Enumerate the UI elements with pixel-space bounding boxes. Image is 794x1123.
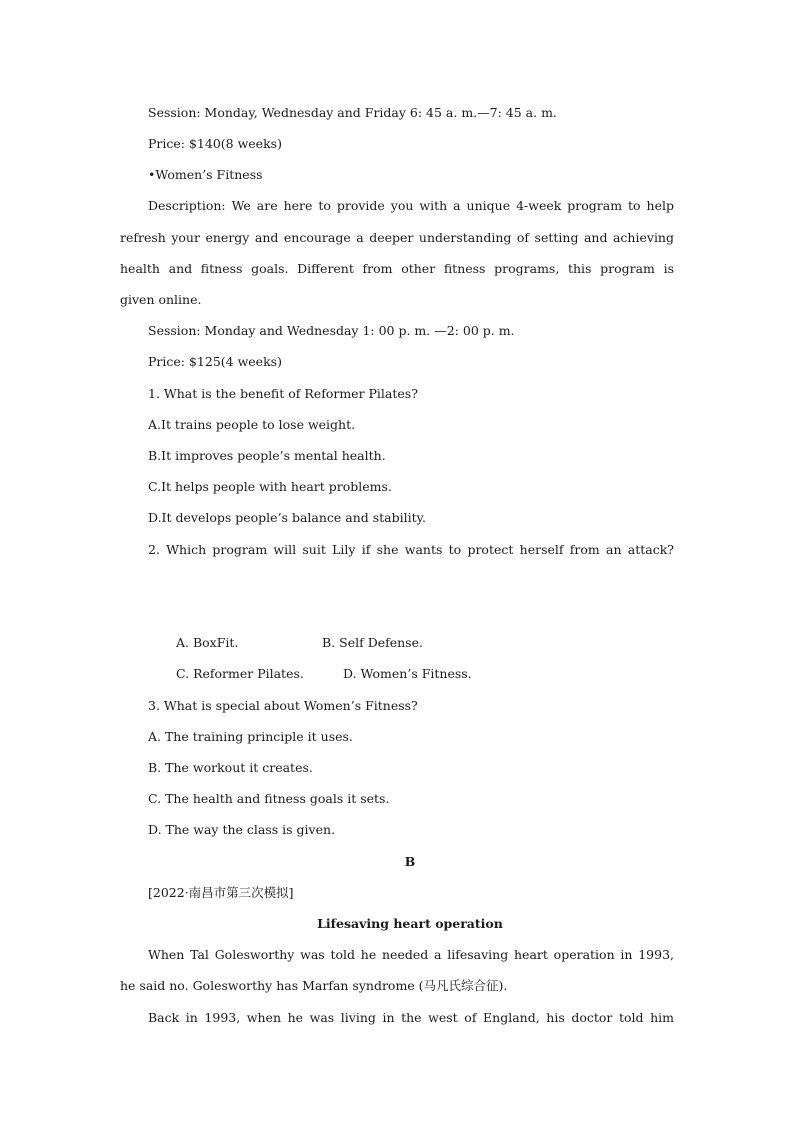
section-label: B (404, 854, 416, 869)
question-stem: 2. Which program will suit Lily if she wants to protect herself from an attack? (148, 542, 674, 557)
answer-option: D. Women’s Fitness. (343, 666, 472, 681)
source-note: [2022·南昌市第三次模拟] (148, 885, 294, 900)
session-line: Session: Monday, Wednesday and Friday 6: 45 a. m.—7: 45 a. m. (148, 105, 557, 120)
answer-option: C. Reformer Pilates. (176, 666, 304, 681)
answer-option: C. The health and fitness goals it sets. (148, 791, 390, 806)
answer-option: D.It develops people’s balance and stability. (148, 510, 427, 525)
price-line: Price: $125(4 weeks) (148, 354, 282, 369)
answer-option: B. The workout it creates. (148, 760, 313, 775)
answer-option: B. Self Defense. (322, 635, 423, 650)
passage-line: he said no. Golesworthy has Marfan syndrome (马凡氏综合征). (120, 978, 508, 993)
answer-option: A. The training principle it uses. (148, 729, 353, 744)
description-line: Description: We are here to provide you with a unique 4-week program to help (148, 198, 674, 213)
description-line: given online. (120, 292, 202, 307)
answer-option: C.It helps people with heart problems. (148, 479, 392, 494)
passage-title: Lifesaving heart operation (317, 916, 503, 931)
question-stem: 3. What is special about Women’s Fitness? (148, 698, 418, 713)
passage-line: When Tal Golesworthy was told he needed a lifesaving heart operation in 1993, (148, 947, 674, 962)
session-line: Session: Monday and Wednesday 1: 00 p. m. —2: 00 p. m. (148, 323, 515, 338)
question-stem: 1. What is the benefit of Reformer Pilates? (148, 386, 418, 401)
description-line: health and fitness goals. Different from other fitness programs, this program is (120, 261, 674, 276)
description-line: refresh your energy and encourage a deeper understanding of setting and achieving (120, 230, 674, 245)
answer-option: A.It trains people to lose weight. (148, 417, 356, 432)
program-title: •Women’s Fitness (148, 167, 263, 182)
price-line: Price: $140(8 weeks) (148, 136, 282, 151)
answer-option: A. BoxFit. (176, 635, 239, 650)
passage-line: Back in 1993, when he was living in the west of England, his doctor told him (148, 1010, 674, 1025)
answer-option: B.It improves people’s mental health. (148, 448, 386, 463)
answer-option: D. The way the class is given. (148, 822, 336, 837)
